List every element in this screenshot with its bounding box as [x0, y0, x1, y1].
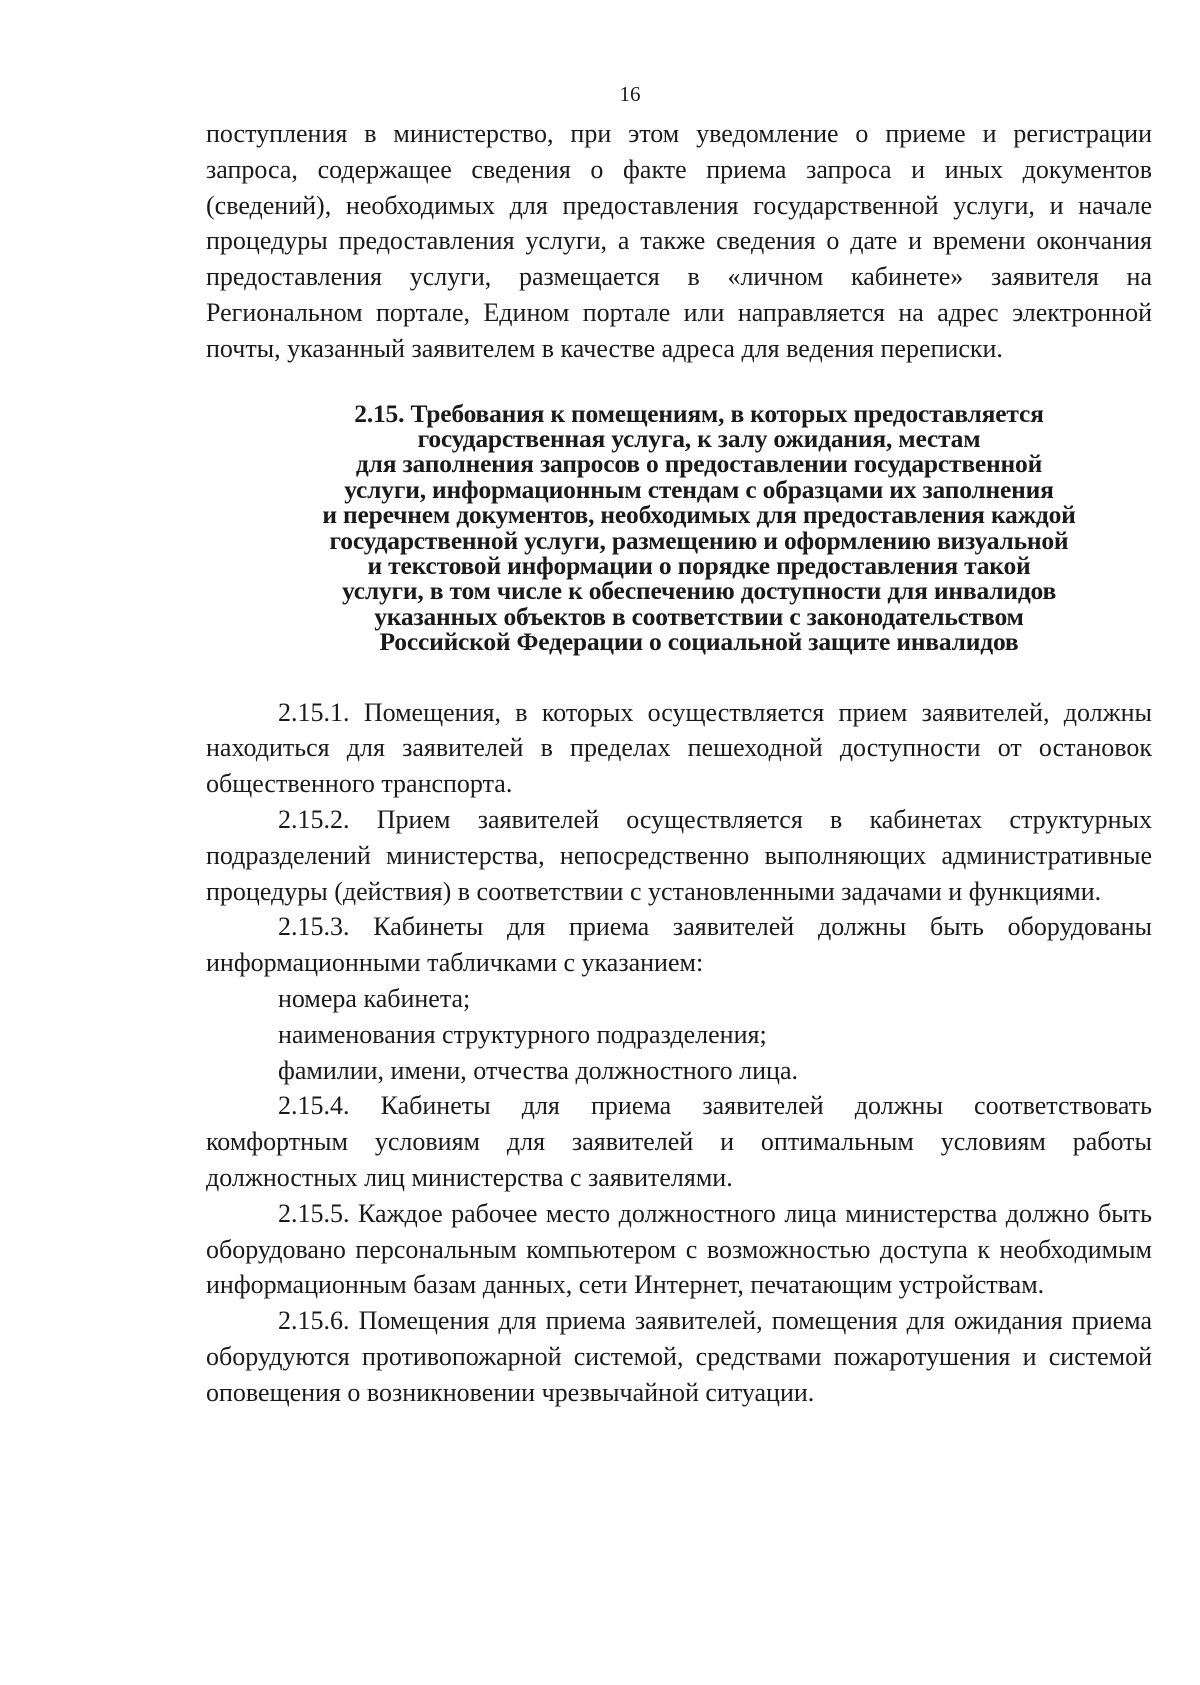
list-item-official-name: фамилии, имени, отчества должностного лица. [278, 1055, 799, 1085]
paragraph-2-15-5: 2.15.5. Каждое рабочее место должностного лица министерства должно быть оборудовано персональным компьютером с возможностью доступа к необходимым информационным базам данных, сети Интернет, печатающим устройствам. [206, 1198, 1152, 1300]
heading-line: услуги, информационным стендам с образцами их заполнения [344, 474, 1054, 504]
paragraph-2-15-3: 2.15.3. Кабинеты для приема заявителей должны быть оборудованы информационными табличками с указанием: [206, 912, 1152, 978]
page-number: 16 [619, 82, 641, 106]
paragraph-2-15-6: 2.15.6. Помещения для приема заявителей, помещения для ожидания приема оборудуются противопожарной системой, средствами пожаротушения и системой оповещения о возникновении чрезвычайной ситуации. [206, 1306, 1152, 1407]
paragraph-2-15-4: 2.15.4. Кабинеты для приема заявителей должны соответствовать комфортным условиям для заявителей и оптимальным условиям работы должностных лиц министерства с заявителями. [206, 1091, 1152, 1192]
document-body [206, 116, 1152, 1411]
heading-line: государственной услуги, размещению и оформлению визуальной [329, 525, 1069, 555]
heading-line: государственная услуга, к залу ожидания, местам [417, 423, 981, 453]
heading-line: и текстовой информации о порядке предоставления такой [367, 551, 1031, 581]
section-heading [206, 398, 1152, 657]
list-item-room-number: номера кабинета; [278, 984, 471, 1014]
list-item-department-name: наименования структурного подразделения; [278, 1019, 767, 1049]
heading-line: Российской Федерации о социальной защите инвалидов [379, 627, 1019, 657]
paragraph-2-15-2: 2.15.2. Прием заявителей осуществляется в кабинетах структурных подразделений министерства, непосредственно выполняющих административные процедуры (действия) в соответствии с установленными задачами и функциями. [206, 805, 1152, 906]
heading-line: для заполнения запросов о предоставлении государственной [355, 449, 1043, 479]
heading-line: указанных объектов в соответствии с законодательством [374, 601, 1024, 631]
heading-line: и перечнем документов, необходимых для предоставления каждой [322, 500, 1076, 530]
intro-paragraph: поступления в министерство, при этом уведомление о приеме и регистрации запроса, содержащее сведения о факте приема запроса и иных документов (сведений), необходимых для предоставления государственной услуги, и начале процедуры предоставления услуги, а также сведения о дате и времени окончания предоставления услуги, размещается в «личном кабинете» заявителя на Региональном портале, Едином портале или направляется на адрес электронной почты, указанный заявителем в качестве адреса для ведения переписки. [206, 119, 1152, 363]
heading-line: услуги, в том числе к обеспечению доступности для инвалидов [341, 576, 1057, 606]
heading-line: 2.15. Требования к помещениям, в которых предоставляется [354, 398, 1044, 428]
paragraph-2-15-1: 2.15.1. Помещения, в которых осуществляется прием заявителей, должны находиться для заявителей в пределах пешеходной доступности от остановок общественного транспорта. [206, 697, 1152, 799]
